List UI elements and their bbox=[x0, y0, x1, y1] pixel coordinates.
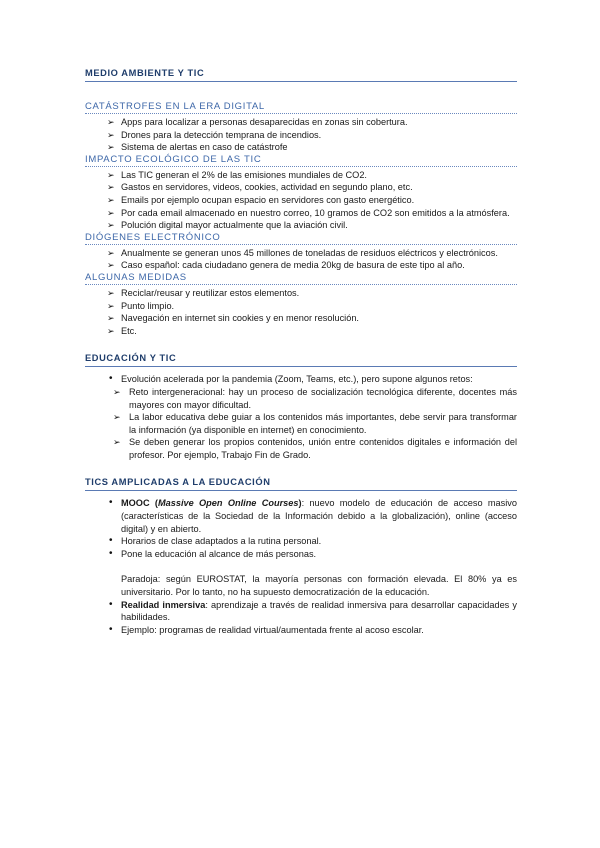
list-educacion-retos bbox=[85, 386, 517, 462]
list-item: ➢ Navegación en internet sin cookies y en menor resolución. bbox=[107, 313, 359, 324]
subheading-diogenes: DIÓGENES ELECTRÓNICO bbox=[85, 232, 517, 245]
subheading-catastrofes: CATÁSTROFES EN LA ERA DIGITAL bbox=[85, 101, 517, 114]
list-item: ➢ Caso español: cada ciudadano genera de media 20kg de basura de este tipo al año. bbox=[107, 260, 465, 271]
list-item: • Pone la educación al alcance de más personas. bbox=[109, 547, 317, 559]
list-item: • Horarios de clase adaptados a la rutina personal. bbox=[109, 535, 322, 547]
arrow-bullet-icon: ➢ bbox=[107, 142, 115, 153]
list-item: ➢ Anualmente se generan unos 45 millones de toneladas de residuos eléctricos y electrónicos. bbox=[107, 247, 498, 258]
list-medidas bbox=[85, 287, 517, 337]
arrow-bullet-icon: ➢ bbox=[107, 129, 115, 140]
list-item: ➢ Por cada email almacenado en nuestro correo, 10 gramos de CO2 son emitidos a la atmósfera. bbox=[107, 207, 510, 218]
arrow-bullet-icon: ➢ bbox=[107, 169, 115, 180]
list-item-vr: • Realidad inmersiva: aprendizaje a través de realidad inmersiva para desarrollar capacidades y habilidades. bbox=[109, 598, 518, 623]
arrow-bullet-icon: ➢ bbox=[107, 260, 115, 271]
arrow-bullet-icon: ➢ bbox=[107, 117, 115, 127]
arrow-bullet-icon: ➢ bbox=[113, 412, 121, 423]
list-item: ➢ Se deben generar los propios contenidos, unión entre contenidos digitales e información del profesor. Por ejemplo, Trabajo Fin de Grado. bbox=[113, 437, 517, 460]
list-item: ➢ Emails por ejemplo ocupan espacio en servidores con gasto energético. bbox=[107, 194, 415, 205]
section-heading-tics-educacion: TICS AMPLICADAS A LA EDUCACIÓN bbox=[85, 477, 517, 491]
arrow-bullet-icon: ➢ bbox=[113, 437, 121, 448]
list-item: ➢ Polución digital mayor actualmente que la aviación civil. bbox=[107, 220, 348, 231]
arrow-bullet-icon: ➢ bbox=[107, 182, 115, 193]
arrow-bullet-icon: ➢ bbox=[113, 386, 121, 397]
arrow-bullet-icon: ➢ bbox=[107, 287, 115, 298]
list-diogenes bbox=[85, 247, 517, 272]
arrow-bullet-icon: ➢ bbox=[107, 247, 115, 258]
bullet-icon: • bbox=[109, 623, 113, 635]
document-page bbox=[85, 68, 517, 636]
paradox-paragraph: Paradoja: según EUROSTAT, la mayoría personas con formación elevada. El 80% ya es universitario. Por lo tanto, no ha supuesto democratización de la educación. bbox=[121, 574, 517, 598]
list-catastrofes bbox=[85, 116, 517, 154]
list-tics bbox=[85, 497, 517, 560]
subheading-impacto: IMPACTO ECOLÓGICO DE LAS TIC bbox=[85, 154, 517, 167]
list-item: ➢ La labor educativa debe guiar a los contenidos más importantes, debe servir para transformar la información (ya disponible en internet) en conocimiento. bbox=[113, 412, 517, 435]
arrow-bullet-icon: ➢ bbox=[107, 325, 115, 336]
list-item: ➢ Las TIC generan el 2% de las emisiones mundiales de CO2. bbox=[107, 169, 367, 180]
list-item: ➢ Reto intergeneracional: hay un proceso de socialización tecnológica diferente, docentes más mayores con mayor dificultad. bbox=[113, 386, 517, 410]
arrow-bullet-icon: ➢ bbox=[107, 220, 115, 231]
list-impacto bbox=[85, 169, 517, 232]
list-item: • Evolución acelerada por la pandemia (Zoom, Teams, etc.), pero supone algunos retos: bbox=[109, 373, 473, 385]
list-item: ➢ Reciclar/reusar y reutilizar estos elementos. bbox=[107, 287, 300, 298]
list-tics-2 bbox=[85, 599, 517, 637]
list-item: ➢ Apps para localizar a personas desaparecidas en zonas sin cobertura. bbox=[107, 117, 408, 127]
bullet-icon: • bbox=[109, 373, 113, 385]
list-item: ➢ Gastos en servidores, videos, cookies, actividad en segundo plano, etc. bbox=[107, 182, 413, 193]
list-item-mooc: • MOOC (Massive Open Online Courses): nuevo modelo de educación de acceso masivo (características de la Sociedad de la Información debido a la globalización), online (acceso digital) y en abierto. bbox=[109, 497, 517, 534]
list-item: ➢ Punto limpio. bbox=[107, 300, 175, 311]
list-item: ➢ Etc. bbox=[107, 325, 137, 336]
bullet-icon: • bbox=[109, 547, 113, 559]
bullet-icon: • bbox=[109, 535, 113, 547]
list-educacion-lead bbox=[85, 373, 517, 386]
list-item: • Ejemplo: programas de realidad virtual/aumentada frente al acoso escolar. bbox=[109, 623, 424, 635]
subheading-medidas: ALGUNAS MEDIDAS bbox=[85, 272, 517, 285]
arrow-bullet-icon: ➢ bbox=[107, 194, 115, 205]
bullet-icon: • bbox=[109, 598, 113, 610]
arrow-bullet-icon: ➢ bbox=[107, 313, 115, 324]
section-heading-educacion: EDUCACIÓN Y TIC bbox=[85, 353, 517, 367]
arrow-bullet-icon: ➢ bbox=[107, 207, 115, 218]
arrow-bullet-icon: ➢ bbox=[107, 300, 115, 311]
list-item: ➢ Sistema de alertas en caso de catástrofe bbox=[107, 142, 288, 153]
bullet-icon: • bbox=[109, 497, 113, 509]
list-item: ➢ Drones para la detección temprana de incendios. bbox=[107, 129, 322, 140]
section-heading-medio-ambiente: MEDIO AMBIENTE Y TIC bbox=[85, 68, 517, 82]
